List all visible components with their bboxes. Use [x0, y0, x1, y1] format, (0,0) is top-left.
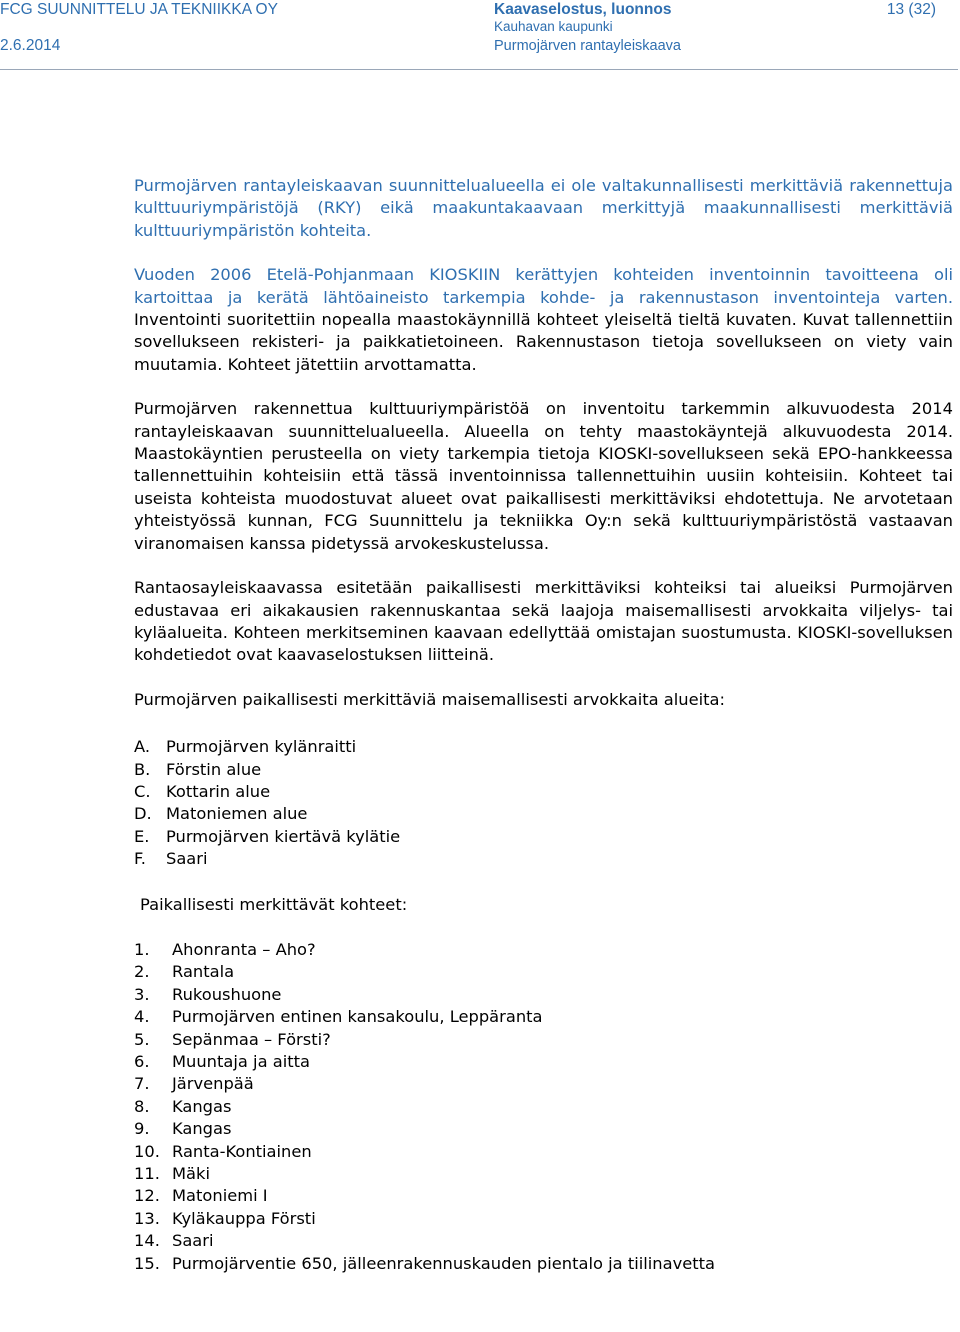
list-item-label: Purmojärven kylänraitti: [166, 737, 357, 757]
list-item-marker: C.: [134, 781, 151, 801]
areas-intro: Purmojärven paikallisesti merkittäviä maisemallisesti arvokkaita alueita:: [134, 689, 725, 709]
list-item-label: Purmojärven kiertävä kylätie: [166, 826, 401, 846]
list-item-marker: 9.: [134, 1119, 150, 1139]
document-date: 2.6.2014: [0, 37, 61, 54]
list-item-label: Saari: [166, 849, 208, 869]
list-item: [134, 736, 953, 758]
list-item-marker: D.: [134, 804, 152, 824]
list-item: [134, 1230, 953, 1252]
list-item: [134, 781, 953, 803]
list-item-marker: 5.: [134, 1029, 150, 1049]
list-item-label: Purmojärven entinen kansakoulu, Leppäranta: [172, 1007, 543, 1027]
list-item: [134, 1141, 953, 1163]
paragraph-plan-sites: Rantaosayleiskaavassa esitetään paikallisesti merkittäviksi kohteiksi tai alueiksi Purmojärven edustavaa eri aikakausien rakennuskantaa sekä laajoja maisemallisesti arvokkaita viljelys- tai kyläalueita. Kohteen merkitseminen kaavaan edellyttää omistajan suostumusta. KIOSKI-sovelluksen kohdetiedot ovat kaavaselostuksen liitteinä.: [134, 578, 953, 665]
list-item: [134, 759, 953, 781]
list-item-marker: 12.: [134, 1186, 160, 1206]
list-item-label: Förstin alue: [166, 759, 262, 779]
list-item-marker: 11.: [134, 1164, 160, 1184]
sites-intro: Paikallisesti merkittävät kohteet:: [140, 894, 408, 914]
list-item-marker: 14.: [134, 1231, 160, 1251]
list-item-label: Sepänmaa – Försti?: [172, 1029, 331, 1049]
plan-name: Purmojärven rantayleiskaava: [494, 38, 681, 54]
list-item: [134, 1051, 953, 1073]
list-item-label: Rukoushuone: [172, 984, 282, 1004]
list-item: [134, 1163, 953, 1185]
list-item-label: Rantala: [172, 962, 235, 982]
list-item: [134, 1185, 953, 1207]
document-type: Kaavaselostus, luonnos: [494, 1, 672, 18]
paragraph-kioski-2006-part1: Vuoden 2006 Etelä-Pohjanmaan KIOSKIIN kerättyjen kohteiden inventoinnin tavoitteena oli kartoittaa ja kerätä lähtöaineisto tarkempia kohde- ja rakennustason inventointeja varten.: [134, 265, 953, 307]
list-item: [134, 1118, 953, 1140]
list-item-label: Matoniemi I: [172, 1186, 268, 1206]
list-item-label: Kangas: [172, 1096, 232, 1116]
paragraph-inventory-2014: Purmojärven rakennettua kulttuuriympäristöä on inventoitu tarkemmin alkuvuodesta 2014 rantayleiskaavan suunnittelualueella. Alueella on tehty maastokäyntejä alkuvuodesta 2014. Maastokäyntien perusteella on viety tarkempia tietoja KIOSKI-sovellukseen sekä EPO-hankkeessa tallennettuihin kohteisiin että tässä inventoinnissa tallennettuihin uusiin kohteisiin. Kohteet tai useista kohteista muodostuvat alueet ovat paikallisesti merkittäviksi ehdotettuja. Ne arvotetaan yhteistyössä kunnan, FCG Suunnittelu ja tekniikka Oy:n sekä kulttuuriympäristöstä vastaavan viranomaisen kanssa pidetyssä arvokeskustelussa.: [134, 399, 953, 553]
list-item-marker: 13.: [134, 1208, 160, 1228]
list-item: [134, 1006, 953, 1028]
list-item-marker: 6.: [134, 1052, 150, 1071]
sites-list: [134, 939, 953, 1275]
list-item: [134, 826, 953, 848]
header-divider: [0, 69, 958, 70]
list-item: [134, 1208, 953, 1230]
list-item-label: Muuntaja ja aitta: [172, 1052, 310, 1071]
list-item: [134, 984, 953, 1006]
list-item-label: Mäki: [172, 1164, 210, 1184]
list-item-label: Kangas: [172, 1119, 232, 1139]
list-item: [134, 1073, 953, 1095]
areas-list: [134, 736, 953, 870]
paragraph-rky: Purmojärven rantayleiskaavan suunnittelualueella ei ole valtakunnallisesti merkittäviä rakennettuja kulttuuriympäristöjä (RKY) eikä maakuntakaavaan merkittyjä maakunnallisesti merkittäviä kulttuuriympäristön kohteita.: [134, 176, 953, 240]
list-item-marker: A.: [134, 737, 151, 757]
list-item-marker: B.: [134, 759, 151, 779]
page-number: 13 (32): [886, 1, 936, 18]
list-item-marker: F.: [134, 849, 146, 869]
paragraph-kioski-2006-part2: Inventointi suoritettiin nopealla maastokäynnillä kohteet yleiseltä tieltä kuvaten. Kuvat tallennettiin sovellukseen rekisteri- ja paikkatietoineen. Rakennustason tietoja sovellukseen on viety vain muutamia. Kohteet jätettiin arvottamatta.: [134, 310, 953, 374]
list-item-marker: 2.: [134, 962, 150, 982]
list-item-label: Ahonranta – Aho?: [172, 939, 316, 959]
list-item: [134, 1096, 953, 1118]
list-item-marker: E.: [134, 826, 150, 846]
list-item-marker: 15.: [134, 1253, 160, 1273]
list-item-marker: 8.: [134, 1096, 150, 1116]
document-body: [134, 175, 953, 1275]
list-item-label: Ranta-Kontiainen: [172, 1141, 312, 1161]
list-item-label: Kyläkauppa Försti: [172, 1208, 316, 1228]
list-item-label: Purmojärventie 650, jälleenrakennuskauden pientalo ja tiilinavetta: [172, 1253, 715, 1273]
municipality-name: Kauhavan kaupunki: [494, 19, 613, 34]
company-name: FCG SUUNNITTELU JA TEKNIIKKA OY: [0, 1, 278, 18]
list-item: [134, 1253, 953, 1275]
list-item-marker: 10.: [134, 1141, 160, 1161]
list-item-label: Saari: [172, 1231, 214, 1251]
paragraph-kioski-2006: [134, 264, 953, 376]
list-item-marker: 7.: [134, 1074, 150, 1094]
list-item: [134, 939, 953, 961]
list-item: [134, 1029, 953, 1051]
list-item: [134, 961, 953, 983]
list-item-marker: 4.: [134, 1007, 150, 1027]
list-item: [134, 848, 953, 870]
list-item-marker: 1.: [134, 939, 150, 959]
list-item-label: Järvenpää: [172, 1074, 254, 1094]
list-item-label: Matoniemen alue: [166, 804, 308, 824]
list-item: [134, 803, 953, 825]
list-item-label: Kottarin alue: [166, 781, 271, 801]
list-item-marker: 3.: [134, 984, 150, 1004]
